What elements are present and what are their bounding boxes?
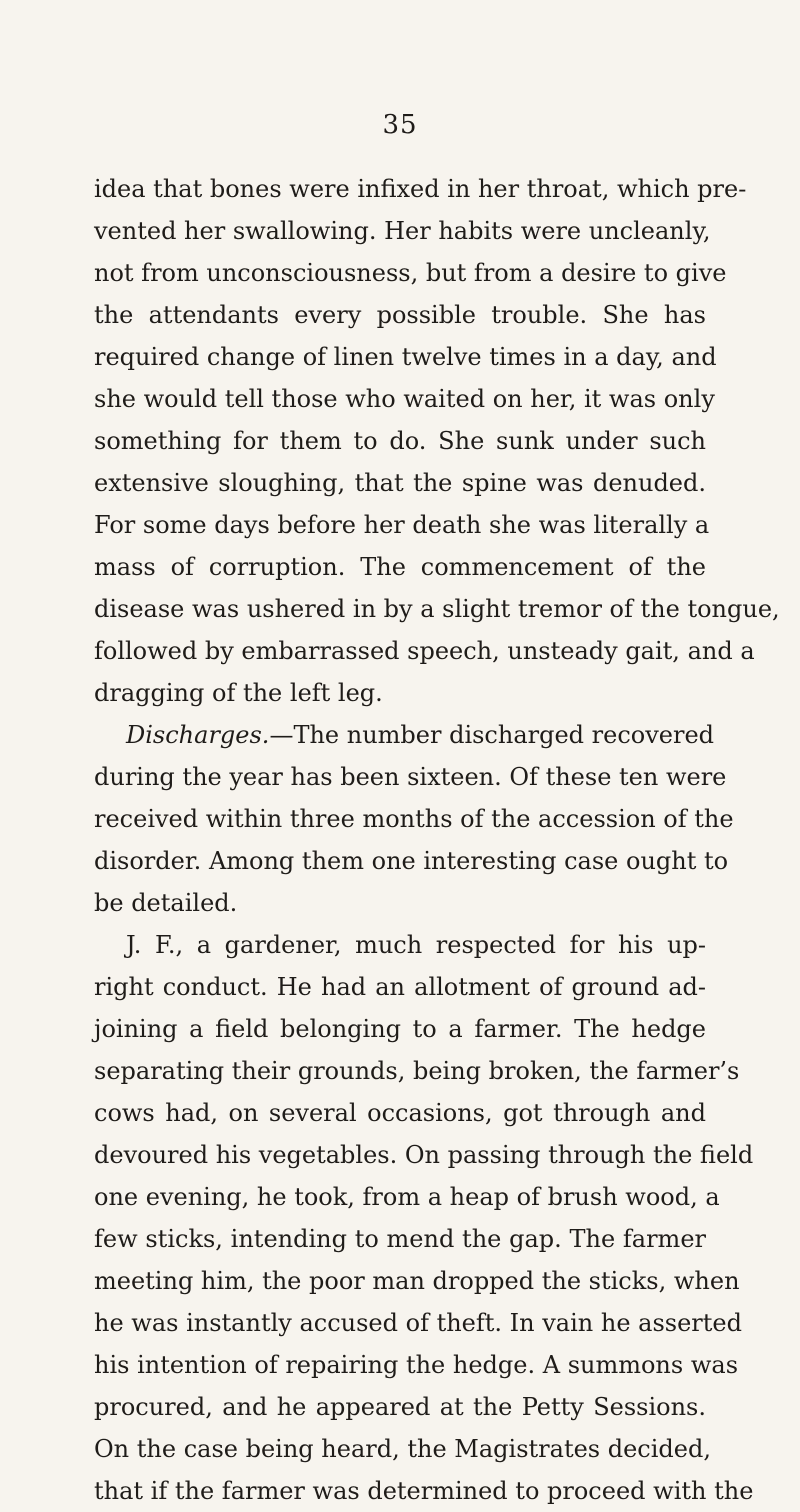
- text-line: she would tell those who waited on her, it was only: [94, 385, 715, 413]
- text-line: something for them to do. She sunk under such: [94, 427, 706, 455]
- text-line: extensive sloughing, that the spine was denuded.: [94, 469, 706, 497]
- text-line: procured, and he appeared at the Petty Sessions.: [94, 1393, 706, 1421]
- text-line: disorder. Among them one interesting case ought to: [94, 847, 729, 875]
- text-line: On the case being heard, the Magistrates decided,: [94, 1435, 711, 1463]
- text-line: cows had, on several occasions, got through and: [94, 1099, 706, 1127]
- text-line: during the year has been sixteen. Of these ten were: [94, 763, 727, 791]
- discharges-heading: Discharges.: [126, 721, 270, 749]
- text-line: received within three months of the accession of the: [94, 805, 734, 833]
- page-number: 35: [382, 110, 418, 140]
- text-line: his intention of repairing the hedge. A summons was: [94, 1351, 739, 1379]
- text-line: For some days before her death she was literally a: [94, 511, 710, 539]
- text-line: the attendants every possible trouble. She has: [94, 301, 706, 329]
- text-line: separating their grounds, being broken, the farmer’s: [94, 1057, 740, 1085]
- text-line: required change of linen twelve times in a day, and: [94, 343, 717, 371]
- text-line: devoured his vegetables. On passing through the field: [94, 1141, 754, 1169]
- text-line: followed by embarrassed speech, unsteady gait, and a: [94, 637, 755, 665]
- text-line: meeting him, the poor man dropped the sticks, when: [94, 1267, 740, 1295]
- text-line: that if the farmer was determined to proceed with the: [94, 1477, 754, 1505]
- text-line: he was instantly accused of theft. In vain he asserted: [94, 1309, 742, 1337]
- text-line: few sticks, intending to mend the gap. The farmer: [94, 1225, 706, 1253]
- text-line: mass of corruption. The commencement of the: [94, 553, 706, 581]
- text-line: be detailed.: [94, 889, 238, 917]
- text-line: dragging of the left leg.: [94, 679, 383, 707]
- discharges-first-line-text: —The number discharged recovered: [269, 721, 715, 749]
- body-text: [94, 168, 780, 1512]
- text-line: one evening, he took, from a heap of brush wood, a: [94, 1183, 720, 1211]
- text-line: joining a field belonging to a farmer. The hedge: [94, 1015, 706, 1043]
- text-line: idea that bones were infixed in her throat, which pre-: [94, 175, 747, 203]
- text-line: vented her swallowing. Her habits were uncleanly,: [94, 217, 711, 245]
- text-line: disease was ushered in by a slight tremor of the tongue,: [94, 595, 780, 623]
- discharges-first-line: [94, 714, 715, 756]
- case-first-line: J. F., a gardener, much respected for his up-: [126, 931, 706, 959]
- text-line: right conduct. He had an allotment of ground ad-: [94, 973, 706, 1001]
- text-line: not from unconsciousness, but from a desire to give: [94, 259, 727, 287]
